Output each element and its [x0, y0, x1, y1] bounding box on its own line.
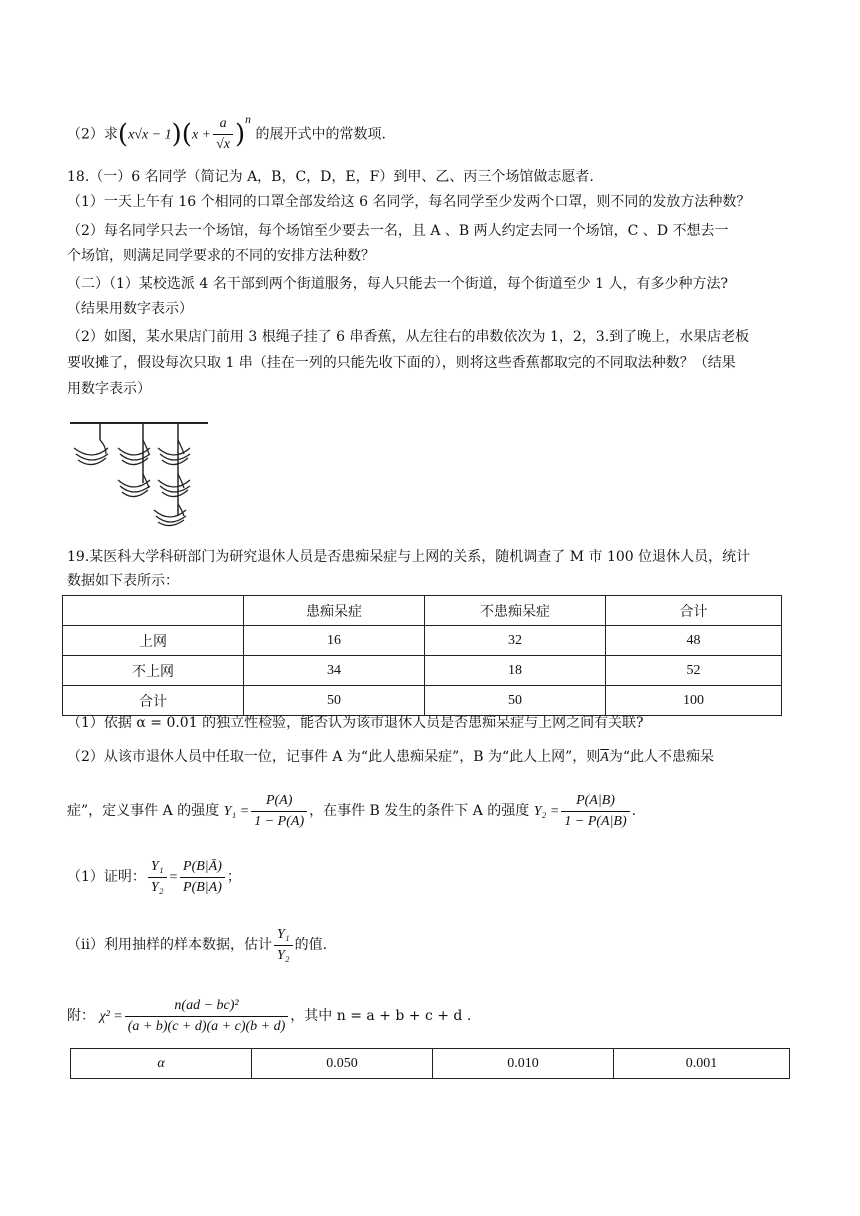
table-cell: 52 [606, 656, 782, 686]
q19-part1: （1）依据 α = 0.01 的独立性检验，能否认为该市退休人员是否患痴呆症与上网之间有关联? [67, 715, 644, 731]
table-row [63, 626, 782, 656]
table-cell: 18 [425, 656, 606, 686]
q19-intro-line2: 数据如下表所示： [67, 573, 179, 589]
q18-section2-part2-line2: 要收摊了，假设每次只取 1 串（挂在一列的只能先收下面的），则将这些香蕉都取完的不同取法种数？（结果 [67, 355, 736, 371]
q17-part2-prefix: （2）求 [67, 126, 118, 143]
q17-part2: （2）求(x√x − 1)(x + $\frac{a}{√x}$ )$^n$ 的展开式中的常数项. [67, 110, 800, 150]
table-cell: 100 [606, 686, 782, 716]
table-header-row [63, 596, 782, 626]
chi-square-fraction: $\frac{\text{n(ad − bc)²}}{(a + b)(c + d)(a + c)(b + d)}$ [125, 996, 289, 1037]
ratio-fraction-ii: $\frac{\text{Y₁}}{\text{Y₂}}$ [274, 925, 293, 966]
table-row [71, 1049, 790, 1079]
conditional-fraction: $\frac{P(B|Ā)}{P(B|A)}$ [180, 857, 225, 898]
alpha-table [70, 1048, 790, 1079]
table-cell: 合计 [63, 686, 244, 716]
q18-part2-line2: 个场馆，则满足同学要求的不同的安排方法种数？ [67, 248, 375, 264]
table-cell: 16 [244, 626, 425, 656]
table-cell: α [71, 1049, 252, 1079]
q19-intro-line1: 19.某医科大学科研部门为研究退休人员是否患痴呆症与上网的关系，随机调查了 M 市 100 位退休人员，统计 [67, 549, 751, 565]
q18-section2-part1-line2: （结果用数字表示） [67, 301, 193, 317]
table-cell: 0.050 [252, 1049, 433, 1079]
survey-table [62, 595, 782, 716]
a-bar: $\overline{A}$ [600, 750, 609, 765]
q18-section2-part2-line3: 用数字表示） [67, 381, 151, 397]
banana-figure [68, 418, 213, 530]
y1-fraction: $\frac{P(A)}{1 - P(A)}$ [251, 791, 307, 832]
table-cell [63, 596, 244, 626]
q18-title: 18.（一）6 名同学（简记为 A，B，C，D，E，F）到甲、乙、丙三个场馆做志愿者. [67, 169, 594, 185]
y2-fraction: $\frac{P(A|B)}{1 - P(A|B)}$ [561, 791, 629, 832]
table-cell: 34 [244, 656, 425, 686]
q17-part2-suffix: 的展开式中的常数项. [255, 126, 386, 143]
table-cell: 不上网 [63, 656, 244, 686]
q17-exponent: n [245, 113, 251, 126]
table-cell: 0.010 [433, 1049, 614, 1079]
table-cell: 48 [606, 626, 782, 656]
q18-part1: （1）一天上午有 16 个相同的口罩全部发给这 6 名同学，每名同学至少发两个口罩，则不同的发放方法种数？ [67, 194, 751, 210]
table-cell: 50 [244, 686, 425, 716]
q19-part2-line2: 症”，定义事件 A 的强度 Y₁ = $\frac{P(A)}{1 - P(A)}$ ，在事件 B 发生的条件下 A 的强度 Y₂ = $\frac{P(A|B)}{1 - P(A|B)}$ . [67, 786, 800, 836]
table-row [63, 686, 782, 716]
q17-expr2-x: x + [191, 127, 212, 143]
appendix-formula: 附： χ² = $\frac{\text{n(ad − bc)²}}{(a + b)(c + d)(a + c)(b + d)}$ ，其中 n = a + b + c + d . [67, 990, 800, 1042]
table-cell: 不患痴呆症 [425, 596, 606, 626]
q18-part2-line1: （2）每名同学只去一个场馆，每个场馆至少要去一名，且 A 、B 两人约定去同一个场馆，C 、D 不想去一 [67, 223, 729, 239]
table-cell: 0.001 [614, 1049, 790, 1079]
q17-expr1: x√x − 1 [128, 127, 172, 143]
chi-square-label: χ² = [99, 1009, 123, 1024]
table-cell: 合计 [606, 596, 782, 626]
q18-section2-part2-line1: （2）如图，某水果店门前用 3 根绳子挂了 6 串香蕉，从左往右的串数依次为 1，2，3.到了晚上，水果店老板 [67, 329, 750, 345]
y2-label: Y₂ = [533, 804, 560, 819]
q17-fraction: $\frac{a}{√x}$ [213, 114, 233, 155]
q19-subpart-i: （1）证明： $\frac{\text{Y₁}}{\text{Y₂}}$ = $\frac{P(B|Ā)}{P(B|A)}$ ； [67, 850, 800, 904]
y1-label: Y₁ = [223, 804, 250, 819]
table-cell: 50 [425, 686, 606, 716]
table-row [63, 656, 782, 686]
table-cell: 上网 [63, 626, 244, 656]
ratio-fraction: $\frac{\text{Y₁}}{\text{Y₂}}$ [148, 857, 167, 898]
q19-subpart-ii: （ii）利用抽样的样本数据，估计 $\frac{\text{Y₁}}{\text{Y₂}}$ 的值. [67, 920, 800, 970]
table-cell: 患痴呆症 [244, 596, 425, 626]
q19-part2-line1: （2）从该市退休人员中任取一位，记事件 A 为“此人患痴呆症”，B 为“此人上网”，则$\overline{A}$为“此人不患痴呆 [67, 749, 715, 765]
table-cell: 32 [425, 626, 606, 656]
q18-section2-part1-line1: （二）（1）某校选派 4 名干部到两个街道服务，每人只能去一个街道，每个街道至少 1 人，有多少种方法? [67, 276, 729, 292]
